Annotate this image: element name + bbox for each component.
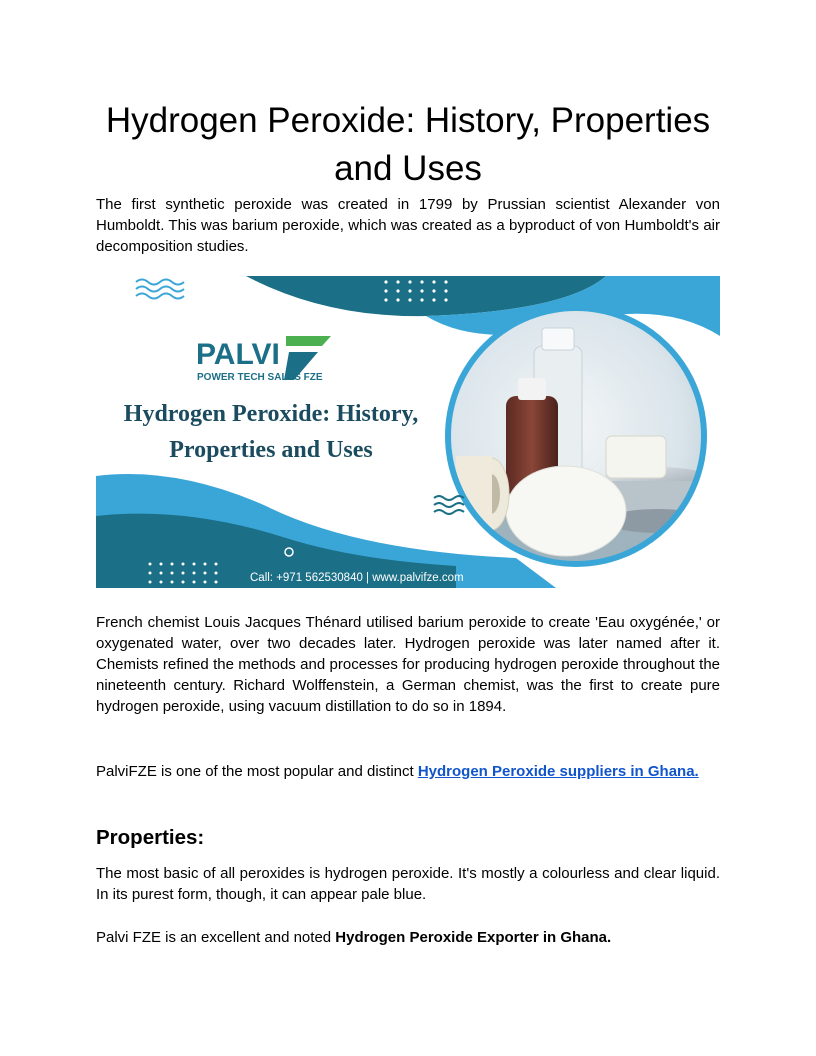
banner-contact: Call: +971 562530840 | www.palvifze.com (250, 572, 464, 584)
supplier-link[interactable]: Hydrogen Peroxide suppliers in Ghana. (417, 763, 699, 780)
title-line-2: and Uses (334, 149, 482, 188)
brand-name: PALVI (196, 338, 280, 371)
banner-heading-line-1: Hydrogen Peroxide: History, (123, 401, 419, 427)
exporter-bold: Hydrogen Peroxide Exporter in Ghana. (335, 929, 612, 946)
page-title (96, 97, 720, 193)
exporter-text: Palvi FZE is an excellent and noted (96, 929, 336, 946)
title-line-1: Hydrogen Peroxide: History, Properties (105, 101, 711, 140)
intro-paragraph: The first synthetic peroxide was created in 1799 by Prussian scientist Alexander von Humboldt. This was barium peroxide, which was created as a byproduct of von Humboldt's air decomposition studies. (96, 196, 720, 255)
brand-subtitle: POWER TECH SALES FZE (197, 372, 323, 383)
supplier-text: PalviFZE is one of the most popular and distinct (96, 763, 418, 780)
exporter-paragraph (96, 927, 720, 948)
banner-image (96, 276, 720, 588)
properties-paragraph: The most basic of all peroxides is hydrogen peroxide. It's mostly a colourless and clear liquid. In its purest form, though, it can appear pale blue. (96, 865, 720, 903)
properties-heading: Properties: (96, 826, 205, 849)
banner-heading-line-2: Properties and Uses (169, 437, 373, 463)
supplier-paragraph (96, 761, 720, 782)
history-paragraph: French chemist Louis Jacques Thénard utilised barium peroxide to create 'Eau oxygénée,' or oxygenated water, over two decades later. Hydrogen peroxide was later named after it. Chemists refined the methods and processes for producing hydrogen peroxide throughout the nineteenth century. Richard Wolffenstein, a German chemist, was the first to create pure hydrogen peroxide, using vacuum distillation to do so in 1894. (96, 614, 720, 715)
